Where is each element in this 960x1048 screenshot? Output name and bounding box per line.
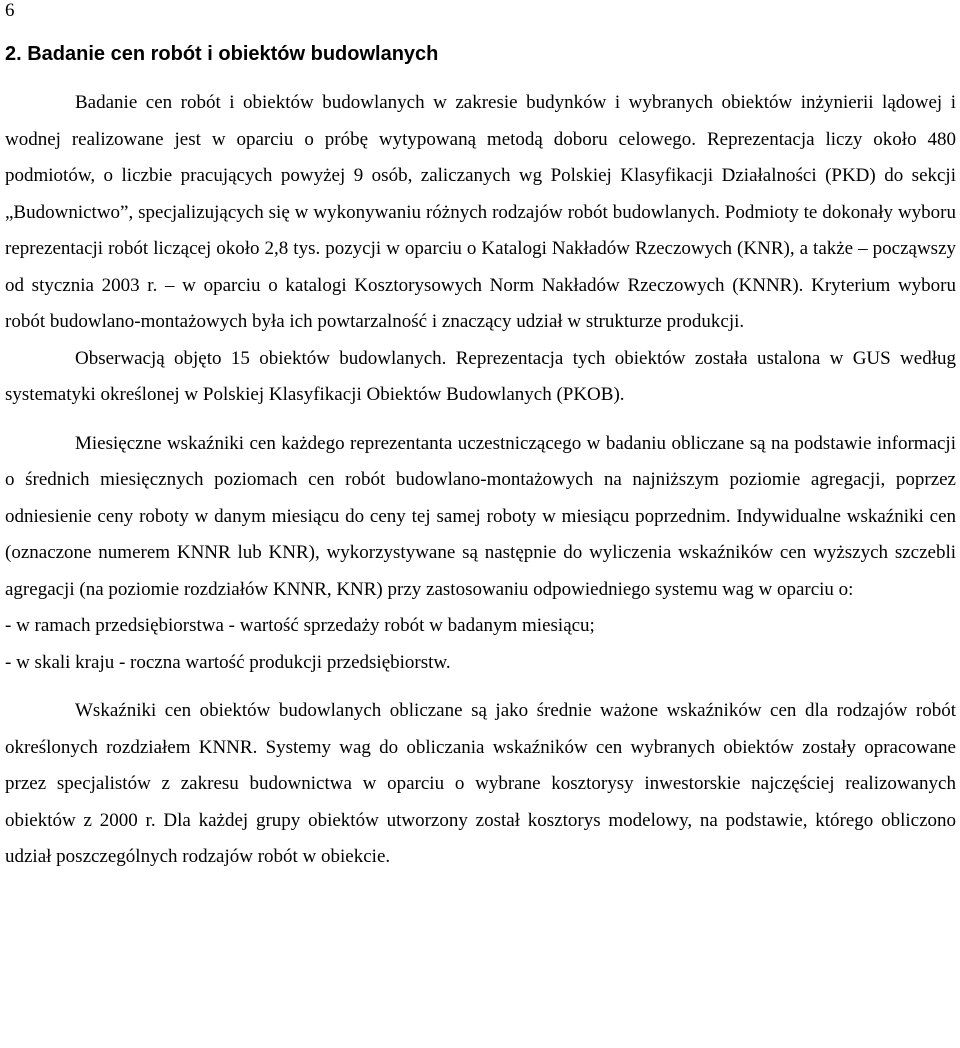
list-item-enterprise-weight: - w ramach przedsiębiorstwa - wartość sprzedaży robót w badanym miesiącu;	[5, 615, 595, 636]
paragraph-objects-observed: Obserwacją objęto 15 obiektów budowlanych. Reprezentacja tych obiektów została ustalona w GUS według systematyki określonej w Polskiej Klasyfikacji Obiektów Budowlanych (PKOB).	[5, 347, 956, 405]
paragraph-object-indices: Wskaźniki cen obiektów budowlanych obliczane są jako średnie ważone wskaźników cen dla rodzajów robót określonych rozdziałem KNNR. Systemy wag do obliczania wskaźników cen wybranych obiektów zostały opracowane przez specjalistów z zakresu budownictwa w oparciu o wybrane kosztorysy inwestorskie najczęściej realizowanych obiektów z 2000 r. Dla każdej grupy obiektów utworzony został kosztorys modelowy, na podstawie, którego obliczono udział poszczególnych rodzajów robót w obiekcie.	[5, 700, 956, 867]
list-item-country-weight: - w skali kraju - roczna wartość produkcji przedsiębiorstw.	[5, 651, 451, 673]
paragraph-survey-scope: Badanie cen robót i obiektów budowlanych w zakresie budynków i wybranych obiektów inżynierii lądowej i wodnej realizowane jest w oparciu o próbę wytypowaną metodą doboru celowego. Reprezentacja liczy około 480 podmiotów, o liczbie pracujących powyżej 9 osób, zaliczanych wg Polskiej Klasyfikacji Działalności (PKD) do sekcji „Budownictwo”, specjalizujących się w wykonywaniu różnych rodzajów robót budowlanych. Podmioty te dokonały wyboru reprezentacji robót liczącej około 2,8 tys. pozycji w oparciu o Katalogi Nakładów Rzeczowych (KNR), a także – począwszy od stycznia 2003 r. – w oparciu o katalogi Kosztorysowych Norm Nakładów Rzeczowych (KNNR). Kryterium wyboru robót budowlano-montażowych była ich powtarzalność i znaczący udział w strukturze produkcji.	[5, 92, 956, 332]
page-number: 6	[5, 0, 15, 21]
section-heading: 2. Badanie cen robót i obiektów budowlanych	[5, 43, 439, 65]
document-body	[5, 85, 956, 876]
paragraph-monthly-indices: Miesięczne wskaźniki cen każdego reprezentanta uczestniczącego w badaniu obliczane są na podstawie informacji o średnich miesięcznych poziomach cen robót budowlano-montażowych na najniższym poziomie agregacji, poprzez odniesienie ceny roboty w danym miesiącu do ceny tej samej roboty w miesiącu poprzednim. Indywidualne wskaźniki cen (oznaczone numerem KNNR lub KNR), wykorzystywane są następnie do wyliczenia wskaźników cen wyższych szczebli agregacji (na poziomie rozdziałów KNNR, KNR) przy zastosowaniu odpowiedniego systemu wag w oparciu o:	[5, 432, 956, 600]
